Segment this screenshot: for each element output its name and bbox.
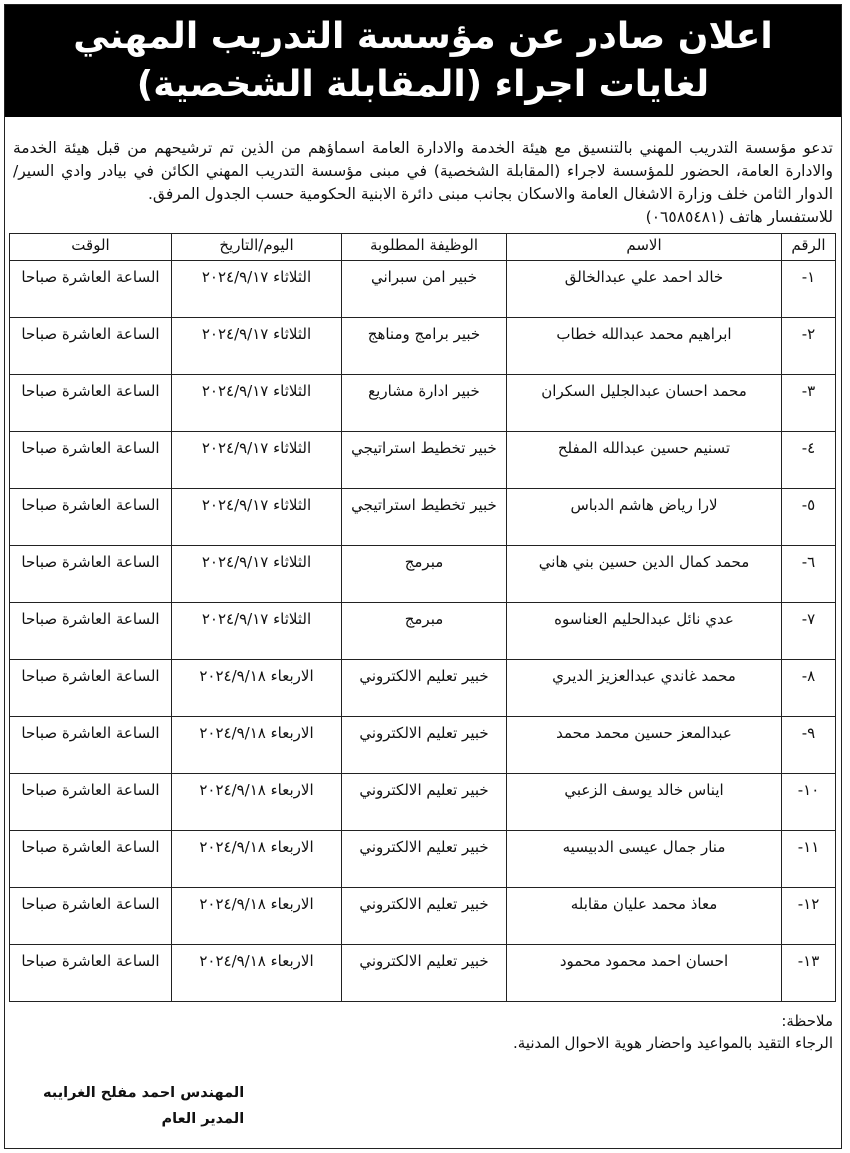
cell-name: عدي نائل عبدالحليم العناسوه [507, 603, 782, 660]
cell-date: الثلاثاء ٢٠٢٤/٩/١٧ [172, 603, 342, 660]
cell-name: محمد كمال الدين حسين بني هاني [507, 546, 782, 603]
table-row [10, 603, 836, 660]
cell-name: احسان احمد محمود محمود [507, 945, 782, 1002]
signature-title: المدير العام [161, 1111, 245, 1127]
cell-date: الاربعاء ٢٠٢٤/٩/١٨ [172, 945, 342, 1002]
cell-job: مبرمج [342, 603, 507, 660]
cell-date: الثلاثاء ٢٠٢٤/٩/١٧ [172, 432, 342, 489]
cell-num: ١١- [782, 831, 836, 888]
cell-time: الساعة العاشرة صباحا [10, 603, 172, 660]
notes-label: ملاحظة: [781, 1012, 833, 1030]
cell-job: خبير تعليم الالكتروني [342, 774, 507, 831]
cell-num: ٣- [782, 375, 836, 432]
cell-time: الساعة العاشرة صباحا [10, 546, 172, 603]
table-row [10, 546, 836, 603]
table-row [10, 774, 836, 831]
cell-date: الثلاثاء ٢٠٢٤/٩/١٧ [172, 546, 342, 603]
cell-job: مبرمج [342, 546, 507, 603]
cell-job: خبير تخطيط استراتيجي [342, 489, 507, 546]
cell-num: ٧- [782, 603, 836, 660]
cell-date: الاربعاء ٢٠٢٤/٩/١٨ [172, 831, 342, 888]
intro-text: تدعو مؤسسة التدريب المهني بالتنسيق مع هيئة الخدمة والادارة العامة اسماؤهم من الذين تم ترشيحهم من قبل هيئة الخدمة والادارة العامة، الحضور للمؤسسة لاجراء (المقابلة الشخصية) في مبنى مؤسسة التدريب المهني الكائن في بيادر وادي السير/الدوار الثامن خلف وزارة الاشغال العامة والاسكان بجانب مبنى دائرة الابنية الحكومية حسب الجدول المرفق. [13, 139, 833, 203]
notes-text: الرجاء التقيد بالمواعيد واحضار هوية الاحوال المدنية. [512, 1034, 833, 1052]
cell-name: ابراهيم محمد عبدالله خطاب [507, 318, 782, 375]
cell-num: ٩- [782, 717, 836, 774]
cell-job: خبير تعليم الالكتروني [342, 831, 507, 888]
table-row [10, 489, 836, 546]
cell-name: منار جمال عيسى الدبيسيه [507, 831, 782, 888]
cell-job: خبير تعليم الالكتروني [342, 945, 507, 1002]
cell-num: ١٣- [782, 945, 836, 1002]
header-title-line-1: اعلان صادر عن مؤسسة التدريب المهني [73, 16, 773, 57]
cell-job: خبير تخطيط استراتيجي [342, 432, 507, 489]
table-row [10, 945, 836, 1002]
signature-name: المهندس احمد مفلح الغرايبه [43, 1085, 245, 1101]
header-title-line-2: لغايات اجراء (المقابلة الشخصية) [136, 64, 710, 105]
cell-date: الثلاثاء ٢٠٢٤/٩/١٧ [172, 489, 342, 546]
table-header-row [10, 234, 836, 261]
notes-section [13, 1010, 833, 1054]
signature-block [43, 1080, 244, 1132]
cell-time: الساعة العاشرة صباحا [10, 375, 172, 432]
cell-date: الاربعاء ٢٠٢٤/٩/١٨ [172, 774, 342, 831]
cell-date: الاربعاء ٢٠٢٤/٩/١٨ [172, 717, 342, 774]
cell-time: الساعة العاشرة صباحا [10, 774, 172, 831]
cell-name: ايناس خالد يوسف الزعبي [507, 774, 782, 831]
cell-num: ١٢- [782, 888, 836, 945]
cell-job: خبير تعليم الالكتروني [342, 888, 507, 945]
table-row [10, 375, 836, 432]
header-job: الوظيفة المطلوبة [342, 234, 507, 261]
cell-num: ٢- [782, 318, 836, 375]
cell-time: الساعة العاشرة صباحا [10, 717, 172, 774]
table-row [10, 432, 836, 489]
cell-job: خبير برامج ومناهج [342, 318, 507, 375]
header-num: الرقم [782, 234, 836, 261]
interview-schedule-table [9, 233, 836, 1002]
cell-time: الساعة العاشرة صباحا [10, 318, 172, 375]
table-row [10, 831, 836, 888]
intro-paragraph [13, 137, 833, 206]
cell-name: لارا رياض هاشم الدباس [507, 489, 782, 546]
cell-time: الساعة العاشرة صباحا [10, 660, 172, 717]
inquiry-phone: للاستفسار هاتف (٠٦٥٨٥٤٨١) [645, 208, 833, 226]
cell-job: خبير امن سبراني [342, 261, 507, 318]
cell-num: ٤- [782, 432, 836, 489]
table-row [10, 717, 836, 774]
cell-num: ٨- [782, 660, 836, 717]
table-row [10, 318, 836, 375]
cell-num: ١٠- [782, 774, 836, 831]
cell-time: الساعة العاشرة صباحا [10, 831, 172, 888]
table-row [10, 888, 836, 945]
cell-name: خالد احمد علي عبدالخالق [507, 261, 782, 318]
announcement-header [5, 5, 841, 117]
cell-time: الساعة العاشرة صباحا [10, 261, 172, 318]
cell-num: ٥- [782, 489, 836, 546]
header-name: الاسم [507, 234, 782, 261]
header-date: اليوم/التاريخ [172, 234, 342, 261]
header-time: الوقت [10, 234, 172, 261]
cell-date: الثلاثاء ٢٠٢٤/٩/١٧ [172, 375, 342, 432]
cell-job: خبير تعليم الالكتروني [342, 717, 507, 774]
cell-name: عبدالمعز حسين محمد محمد [507, 717, 782, 774]
cell-name: تسنيم حسين عبدالله المفلح [507, 432, 782, 489]
cell-time: الساعة العاشرة صباحا [10, 489, 172, 546]
cell-name: محمد غاندي عبدالعزيز الديري [507, 660, 782, 717]
cell-name: معاذ محمد عليان مقابله [507, 888, 782, 945]
table-body [10, 261, 836, 1002]
cell-time: الساعة العاشرة صباحا [10, 432, 172, 489]
cell-time: الساعة العاشرة صباحا [10, 888, 172, 945]
cell-job: خبير ادارة مشاريع [342, 375, 507, 432]
cell-time: الساعة العاشرة صباحا [10, 945, 172, 1002]
cell-date: الثلاثاء ٢٠٢٤/٩/١٧ [172, 318, 342, 375]
cell-num: ٦- [782, 546, 836, 603]
cell-name: محمد احسان عبدالجليل السكران [507, 375, 782, 432]
cell-date: الاربعاء ٢٠٢٤/٩/١٨ [172, 888, 342, 945]
table-row [10, 660, 836, 717]
cell-num: ١- [782, 261, 836, 318]
cell-date: الاربعاء ٢٠٢٤/٩/١٨ [172, 660, 342, 717]
cell-date: الثلاثاء ٢٠٢٤/٩/١٧ [172, 261, 342, 318]
table-row [10, 261, 836, 318]
cell-job: خبير تعليم الالكتروني [342, 660, 507, 717]
announcement-page [4, 4, 842, 1149]
